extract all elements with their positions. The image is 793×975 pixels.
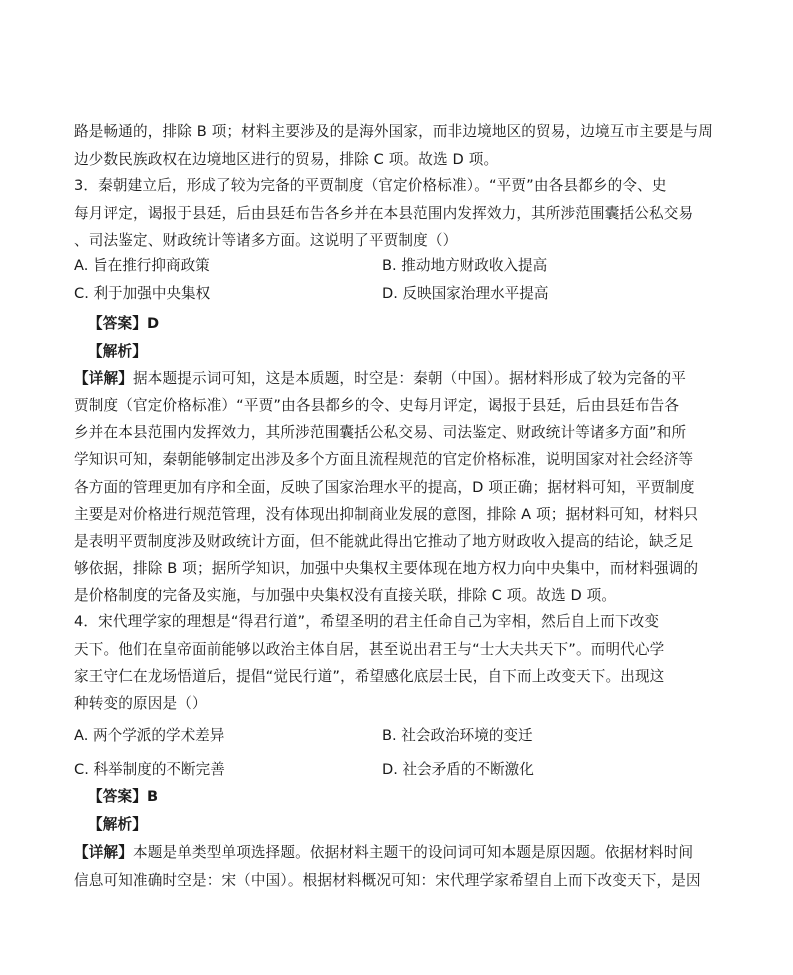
q3-detail-line: 贾制度（官定价格标准）“平贾”由各县都乡的令、史每月评定，谒报于县廷，后由县廷布告各 xyxy=(74,397,680,414)
q4-stem-line: 4．宋代理学家的理想是“得君行道”，希望圣明的君主任命自己为宰相，然后自上而下改变 xyxy=(74,613,660,630)
q3-detail-line: 是表明平贾制度涉及财政统计方面，但不能就此得出它推动了地方财政收入提高的结论，缺乏足 xyxy=(74,533,694,550)
detail-tag: 【详解】 xyxy=(74,844,133,861)
q3-stem-line: 、司法鉴定、财政统计等诸多方面。这说明了平贾制度（） xyxy=(74,232,458,249)
continuation-line: 路是畅通的，排除 B 项；材料主要涉及的是海外国家，而非边境地区的贸易，边境互市主要是与周 xyxy=(74,123,713,140)
q4-detail-line: 信息可知准确时空是：宋（中国）。根据材料概况可知：宋代理学家希望自上而下改变天下，是因 xyxy=(74,872,701,889)
q3-detail-line: 【详解】据本题提示词可知，这是本质题，时空是：秦朝（中国）。据材料形成了较为完备的平 xyxy=(74,370,686,387)
q3-detail-line: 各方面的管理更加有序和全面，反映了国家治理水平的提高，D 项正确；据材料可知，平贾制度 xyxy=(74,479,695,496)
continuation-line: 边少数民族政权在边境地区进行的贸易，排除 C 项。故选 D 项。 xyxy=(74,151,499,168)
q3-option-c: C. 利于加强中央集权 xyxy=(74,285,211,302)
q3-option-d: D. 反映国家治理水平提高 xyxy=(382,285,549,302)
analysis-tag: 【解析】 xyxy=(88,343,147,360)
q3-detail-line: 够依据，排除 B 项；据所学知识，加强中央集权主要体现在地方权力向中央集中，而材料强调的 xyxy=(74,560,699,577)
detail-tag: 【详解】 xyxy=(74,370,133,387)
q4-stem-line: 种转变的原因是（） xyxy=(74,695,207,712)
q3-detail-line: 乡并在本县范围内发挥效力，其所涉范围囊括公私交易、司法鉴定、财政统计等诸多方面”和所 xyxy=(74,424,687,441)
q4-option-c: C. 科举制度的不断完善 xyxy=(74,761,225,778)
answer-tag: 【答案】 xyxy=(88,788,147,805)
q4-option-d: D. 社会矛盾的不断激化 xyxy=(382,761,534,778)
q3-stem-line: 3．秦朝建立后，形成了较为完备的平贾制度（官定价格标准）。“平贾”由各县都乡的令、史 xyxy=(74,177,667,194)
q3-option-a: A. 旨在推行抑商政策 xyxy=(74,257,210,274)
q3-detail-line: 学知识可知，秦朝能够制定出涉及多个方面且流程规范的官定价格标准，说明国家对社会经济等 xyxy=(74,451,694,468)
q4-stem-line: 家王守仁在龙场悟道后，提倡“觉民行道”，希望感化底层士民，自下而上改变天下。出现这 xyxy=(74,668,665,685)
q4-stem-line: 天下。他们在皇帝面前能够以政治主体自居，甚至说出君王与“士大夫共天下”。而明代心学 xyxy=(74,641,665,658)
q3-answer-line xyxy=(88,314,159,334)
q3-option-b: B. 推动地方财政收入提高 xyxy=(382,257,548,274)
answer-tag: 【答案】 xyxy=(88,315,147,332)
q4-option-a: A. 两个学派的学术差异 xyxy=(74,727,225,744)
q3-detail-line: 主要是对价格进行规范管理，没有体现出抑制商业发展的意图，排除 A 项；据材料可知，材料只 xyxy=(74,506,699,523)
q4-detail-line: 【详解】本题是单类型单项选择题。依据材料主题干的设问词可知本题是原因题。依据材料时间 xyxy=(74,844,694,861)
analysis-tag: 【解析】 xyxy=(88,816,147,833)
answer-value: D xyxy=(146,315,160,332)
q3-stem-line: 每月评定，谒报于县廷，后由县廷布告各乡并在本县范围内发挥效力，其所涉范围囊括公私交易 xyxy=(74,205,694,222)
q4-option-b: B. 社会政治环境的变迁 xyxy=(382,727,533,744)
q4-answer-line xyxy=(88,787,158,807)
q3-detail-line: 是价格制度的完备及实施，与加强中央集权没有直接关联，排除 C 项。故选 D 项。 xyxy=(74,587,617,604)
answer-value: B xyxy=(146,788,159,805)
